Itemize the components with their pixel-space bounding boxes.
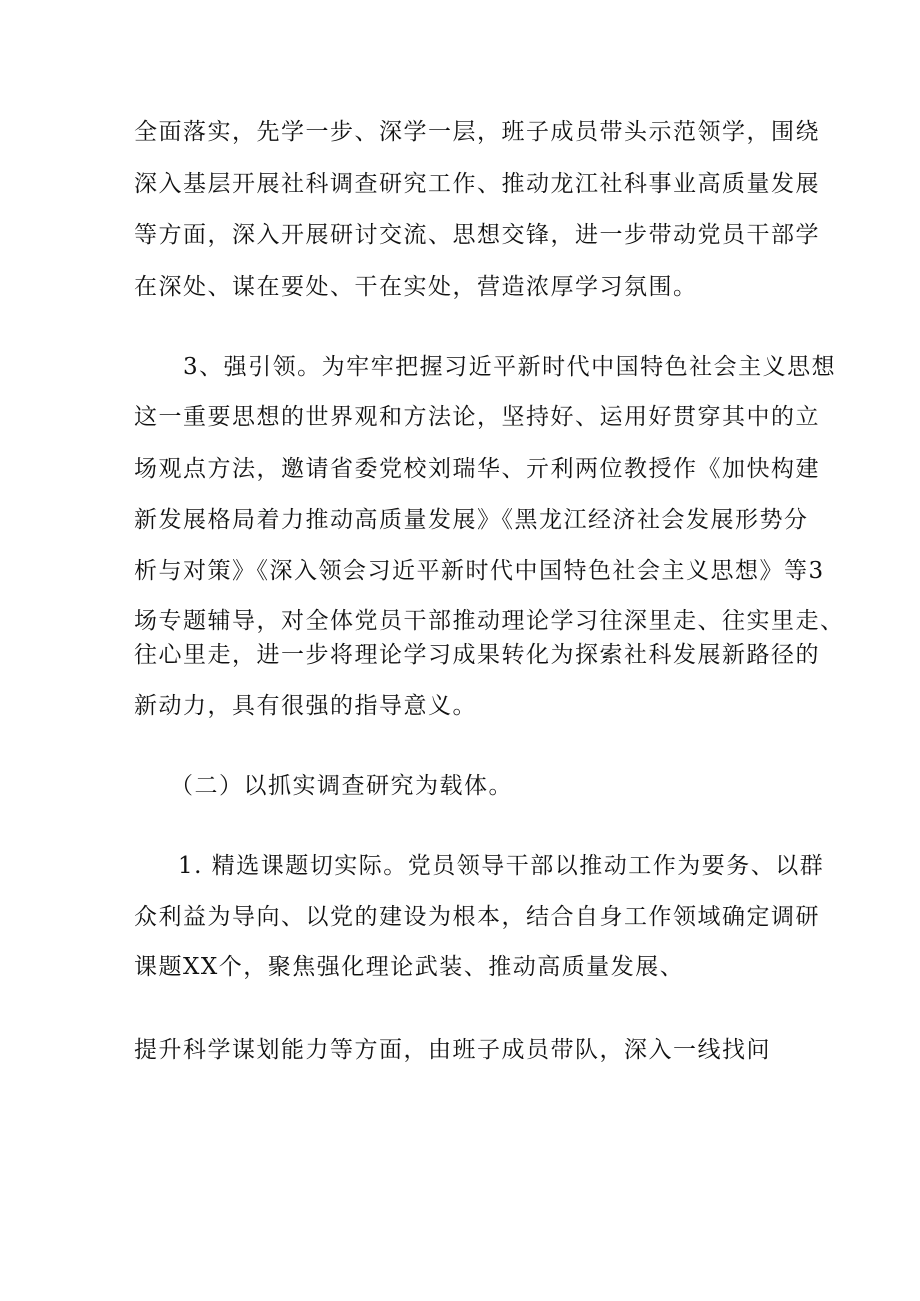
text-line: 课题XX个，聚焦强化理论武装、推动高质量发展、 <box>134 954 685 980</box>
text-line: 1. 精选课题切实际。党员领导干部以推动工作为要务、以群 <box>178 853 825 879</box>
section-heading: （二）以抓实调查研究为载体。 <box>170 773 513 799</box>
text-line: 这一重要思想的世界观和方法论，坚持好、运用好贯穿其中的立 <box>134 404 820 430</box>
text-line: 众利益为导向、以党的建设为根本，结合自身工作领域确定调研 <box>134 904 820 930</box>
text-line: 在深处、谋在要处、干在实处，营造浓厚学习氛围。 <box>134 274 698 300</box>
text-line: 提升科学谋划能力等方面，由班子成员带队，深入一线找问 <box>134 1037 771 1063</box>
text-line: 析与对策》《深入领会习近平新时代中国特色社会主义思想》等3 <box>134 558 825 584</box>
text-line: 3、强引领。为牢牢把握习近平新时代中国特色社会主义思想 <box>183 354 837 380</box>
text-line: 新动力，具有很强的指导意义。 <box>134 693 477 719</box>
text-line: 深入基层开展社科调查研究工作、推动龙江社科事业高质量发展 <box>134 171 820 197</box>
text-line: 场观点方法，邀请省委党校刘瑞华、亓利两位教授作《加快构建 <box>134 456 820 482</box>
text-line: 往心里走，进一步将理论学习成果转化为探索社科发展新路径的 <box>134 642 820 668</box>
text-line: 等方面，深入开展研讨交流、思想交锋，进一步带动党员干部学 <box>134 222 820 248</box>
text-line: 场专题辅导，对全体党员干部推动理论学习往深里走、往实里走、 <box>134 608 845 634</box>
text-line: 新发展格局着力推动高质量发展》《黑龙江经济社会发展形势分 <box>134 507 809 533</box>
text-line: 全面落实，先学一步、深学一层，班子成员带头示范领学，围绕 <box>134 119 820 145</box>
